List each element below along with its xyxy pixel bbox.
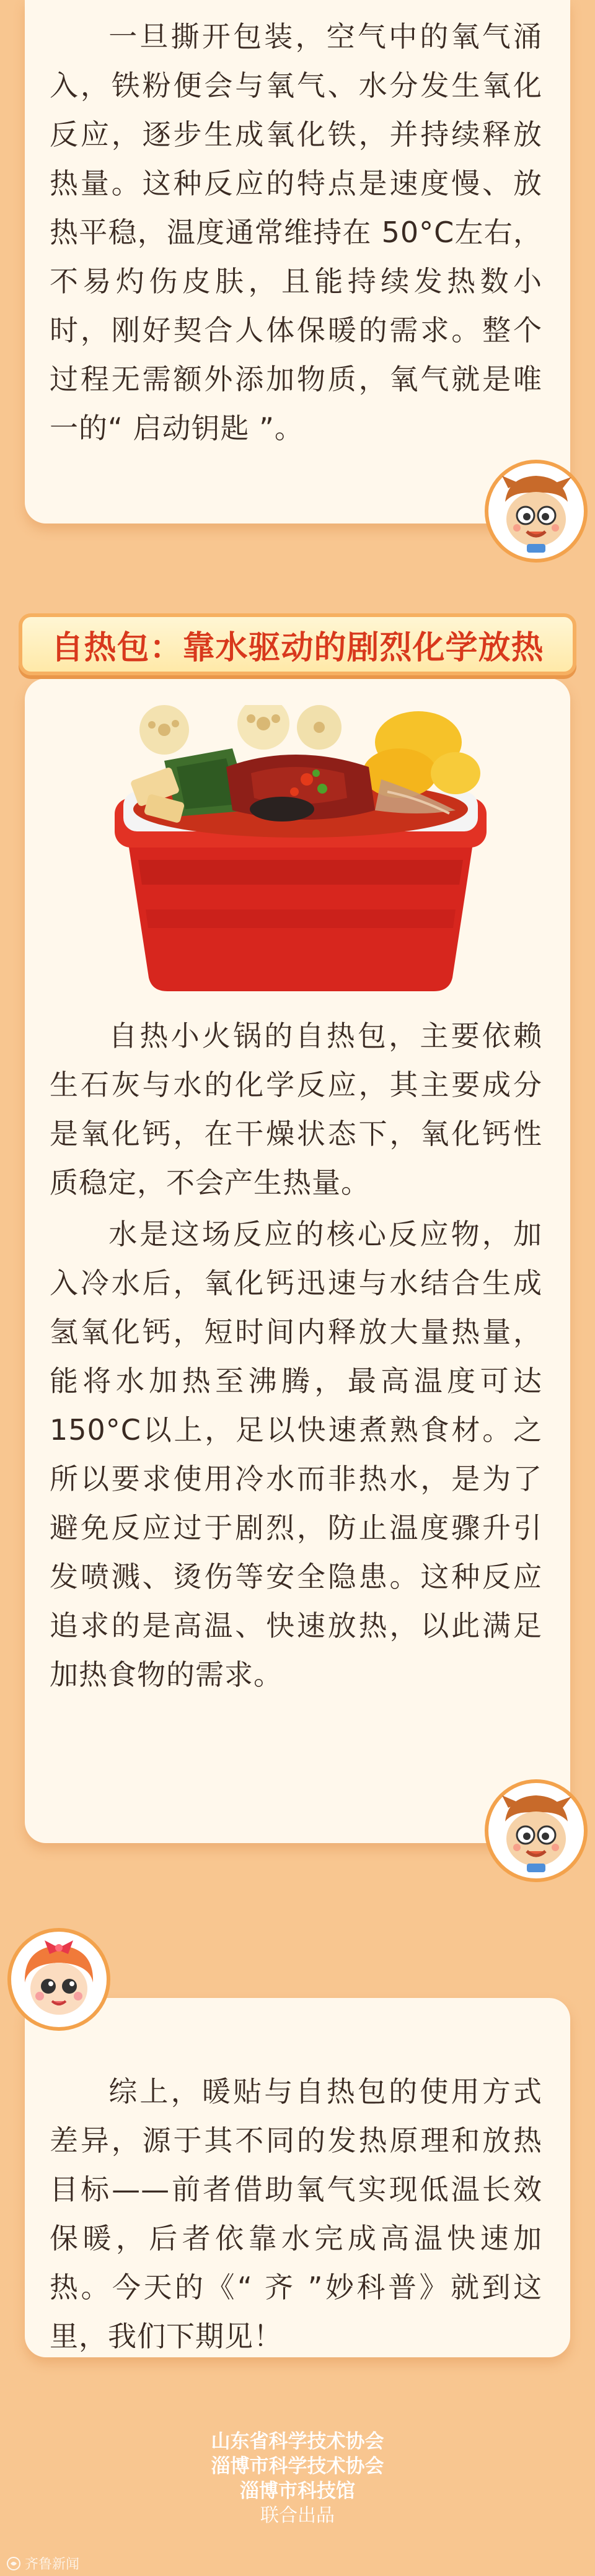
mascot-boy-icon (483, 458, 589, 564)
section-title-banner (19, 613, 576, 675)
watermark-text: 齐鲁新闻 (25, 2557, 80, 2572)
footer-org-2: 淄博市科学技术协会 (211, 2455, 384, 2477)
paragraph-self-heating-detail-text: 水是这场反应的核心反应物，加入冷水后，氧化钙迅速与水结合生成氢氧化钙，短时间内释放大量热量，能将水加热至沸腾，最高温度可达 150°C以上，足以快速煮熟食材。之所以要求使用冷水而非热水，是为了避免反应过于剧烈，防止温度骤升引发喷溅、烫伤等安全隐患。这种反应追求的是高温、快速放热，以此满足加热食物的需求。 (50, 1217, 542, 1691)
self-heating-hotpot-image (108, 705, 493, 996)
paragraph-self-heating-detail (50, 1210, 542, 1699)
footer-org-1: 山东省科学技术协会 (211, 2430, 384, 2453)
paragraph-hand-warmer-text: 一旦撕开包装，空气中的氧气涌入，铁粉便会与氧气、水分发生氧化反应，逐步生成氧化铁，并持续释放热量。这种反应的特点是速度慢、放热平稳，温度通常维持在 50°C左右，不易灼伤皮肤，且能持续发热数小时，刚好契合人体保暖的需求。整个过程无需额外添加物质，氧气就是唯一的“ 启动钥匙 ”。 (50, 20, 542, 445)
watermark (6, 2554, 79, 2573)
mascot-boy-icon (483, 1778, 589, 1883)
paragraph-self-heating-intro-text: 自热小火锅的自热包，主要依赖生石灰与水的化学反应，其主要成分是氧化钙，在干燥状态下，氧化钙性质稳定，不会产生热量。 (50, 1019, 542, 1199)
news-logo-icon (6, 2556, 21, 2571)
mascot-girl-icon (6, 1927, 112, 2032)
section-title: 自热包：靠水驱动的剧烈化学放热 (51, 629, 544, 667)
paragraph-hand-warmer (50, 12, 542, 453)
footer-joint-production: 联合出品 (260, 2505, 335, 2526)
footer-org-3: 淄博市科技馆 (240, 2480, 355, 2502)
paragraph-summary (50, 2067, 542, 2361)
paragraph-self-heating-intro (50, 1012, 542, 1207)
paragraph-summary-text: 综上，暖贴与自热包的使用方式差异，源于其不同的发热原理和放热目标——前者借助氧气实现低温长效保暖，后者依靠水完成高温快速加热。今天的《“ 齐 ”妙科普》就到这里，我们下期见！ (50, 2075, 542, 2353)
